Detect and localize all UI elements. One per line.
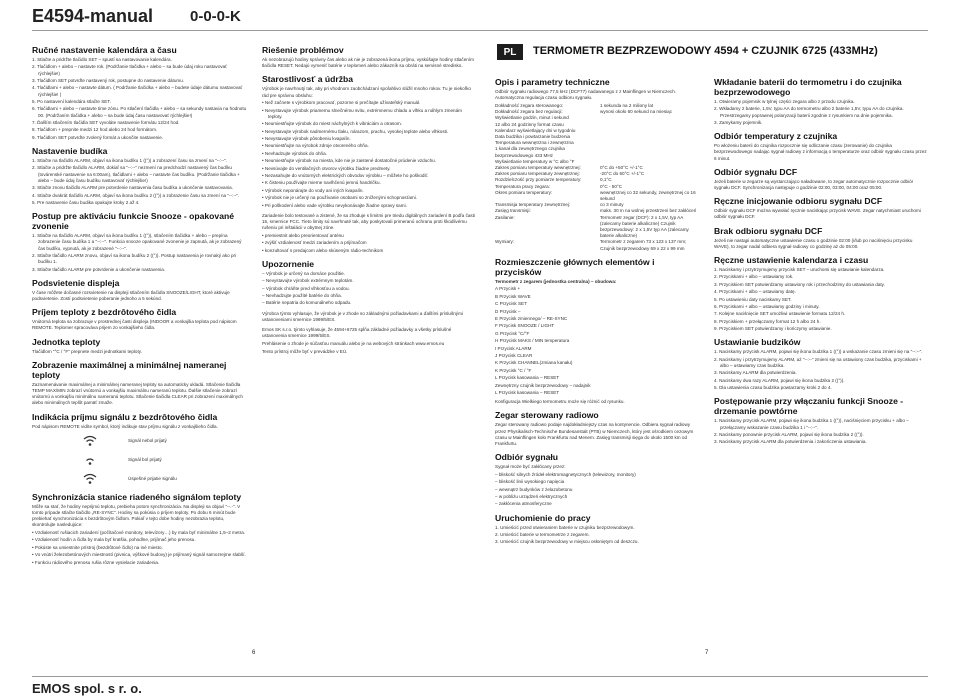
list-item: 9. Przyciskiem SET potwierdzamy i kończymy ustawianie. — [714, 326, 832, 332]
list-item: • Než začnete s výrobkom pracovať, pozorne si prečítajte užívateľský manuál. — [262, 100, 421, 106]
list-item: – Výrobok je určený na domáce použitie. — [262, 270, 345, 276]
list-item: Zewnętrzny czujnik bezprzewodowy – nadajnik — [495, 382, 591, 388]
company-text: Emos SK s.r.o. týmto vyhlasuje, že 4594+6725 spĺňa základné požiadavky a všetky príslušné ustanovenia smernice 1999/5/ES. — [262, 327, 452, 339]
page-number-right: 7 — [705, 650, 709, 656]
spec-value: co 3 minuty — [600, 202, 624, 208]
language-badge: PL — [497, 44, 523, 60]
list-item: 2. Stlačte a pridržte tlačidlo ALARM, dokiaľ sa "--:--" nezmení na predchodzí nastavený čas budíku (továrenské nastavenie na 6:00am), tlačidlami + alebo – nastavte čas budíku. (Podržanie tlačidka + alebo – bude údaj času budíku nastavovať rýchlejšie!) — [32, 165, 240, 183]
footer-rule — [32, 676, 928, 677]
last-text: Tento prístroj môže byť v prevádzke v EÚ. — [262, 348, 348, 354]
list-item: 4. Naciskamy dwa razy ALARM, pojawi się ikona budzika 2 ((°)). — [714, 377, 845, 383]
heading-start: Uruchomienie do pracy — [495, 512, 591, 523]
sync-text: Môže sa stať, že hodiny neprijmú teplotu, prebieha potom synchronizácia. Na displeji sa objaví "--.-". V tomto prípade stlačte tlačidlo „RE-SYNC". Hodiny sa pokúsia o príjem teploty. Po dobu 6 minút bude prebiehať synchronizácia s bezdrôtovým čidlom. Pokiaľ v tejto dobe hodiny nezobrazia teplotu, skontrolujte nasledujúce: — [32, 503, 241, 528]
spec-key: 12 albo 24 godzinny format czasu — [495, 121, 564, 127]
list-item: 4. Stlačte dvakrát tlačidlo ALARM, objaví sa ikona budíku 2 ((°)) a zobrazenie času sa zmení na "--:--". — [32, 192, 240, 198]
heading-rx: Odbiór temperatury z czujnika — [714, 131, 838, 142]
list-item: 8. Tlačidlom + prepnite medzi 12 hod alebo 24 hod formátom. — [32, 127, 158, 133]
spec-key: Zasilanie: — [495, 214, 515, 220]
list-item: – w pobliżu urządzeń elektrycznych — [495, 494, 568, 500]
list-item: F Przycisk SNOOZE / LIGHT — [495, 323, 555, 329]
heading-clock: Zegar sterowany radiowo — [495, 410, 599, 421]
list-item: J Przycisk CLEAR — [495, 353, 533, 358]
list-item: • Neumiestňujte výrobok na miesta, kde nie je zaistené dostatočné prúdenie vzduchu. — [262, 158, 436, 164]
spec-key: Wymiary: — [495, 239, 515, 245]
list-item: – Nevhadzujte použité batérie do ohňa. — [262, 293, 342, 299]
spec-value: 0°C - 50°C — [600, 183, 623, 189]
calendar-steps — [32, 57, 247, 141]
signal-fail-row — [82, 452, 247, 468]
list-item: E Przycisk zmiennego/ – RE-SYNC — [495, 316, 568, 322]
spec-value: -20°C do 60°C +/-1°C — [600, 171, 645, 177]
spec-key: Dokładność zegara sterowanego: — [495, 102, 564, 108]
heading-sync: Synchronizácia stanice riadeného signálom teploty — [32, 491, 242, 502]
list-item: • Nevhadzujte výrobok do ohňa. — [262, 150, 327, 156]
heading-signal: Indikácia príjmu signálu z bezdrôtového čidla — [32, 411, 218, 422]
list-item: K Przycisk CHANNEL(zmiana kanału) — [495, 360, 573, 366]
spec-row — [495, 215, 700, 240]
list-item: I Przycisk ALARM — [495, 345, 532, 351]
list-item: 1. Stlačte a pridržte tlačidlo SET – spustí sa nastavovanie kalendára. — [32, 57, 172, 62]
spec-value: maks. 30 m na wolnej przestrzeni bez zakłóceń — [600, 208, 697, 214]
list-item: 3. Stlačte tlačidlo ALARM pre potvrdenie a ukončenie nastavenia. — [32, 266, 166, 272]
header-title: E4594-manual — [32, 6, 154, 26]
heading-unit: Jednotka teploty — [32, 336, 101, 347]
list-item: 1. Stlačte na tlačidlo ALARM, objaví sa ikona budíku 1 ((°)) a zobrazení času sa zmení na "--:--". — [32, 157, 228, 163]
header-rule — [32, 30, 928, 31]
list-item: 5. Dla ustawienia czasu budzika powtarzamy kroki 2 do 4. — [714, 385, 832, 391]
list-item: 1. Naciskamy i przytrzymujemy przycisk SET – uruchomi się ustawianie kalendarza. — [714, 267, 885, 273]
list-item: 4. Przyciskami + albo – ustawiamy datę. — [714, 289, 796, 295]
list-item: • K čisteniu používajte mierne navlhčenú jemnú handričku. — [262, 180, 381, 186]
minmax-text: Zaznamenávanie maximálnej a minimálnej nameranej teploty sa automaticky ukladá. Stlačenie tlačidla TEMP MAX/MIN zobrazí vnútornú a vonkajšiu maximálnu nameranú teplotu. Ďalšie stlačenie zobrazí vnútornú a vonkajšiu minimálnu nameranú teplotu. Stlačenie tlačidla CLEAR pri zobrazení maximálnych alebo minimálnych teplôt pamäť zmaže. — [32, 381, 243, 406]
heading-calendar: Ručné nastavenie kalendára a času — [32, 45, 177, 55]
list-item: B Przycisk WAVE — [495, 293, 531, 299]
list-item: 6. Przyciskami + albo – ustawiamy godziny i minuty. — [714, 303, 820, 309]
spec-key: Zakres pomiaru temperatury zewnętrznej: — [495, 171, 580, 177]
spec-value: 1 sekunda na 2 miliony lat — [600, 102, 654, 108]
list-item: – wewnątrz budynków z żelazobetonu — [495, 486, 573, 492]
list-item: 6. Tlačidlami + alebo – nastavte time zónu. Po stlačení tlačidla + alebo – sa sekundy nastavia na hodnotu 00. (Podržaním tlačidka + alebo – sa bude údaj času nastavovať rýchlejšie!) — [32, 106, 247, 118]
list-item: D Przycisk – — [495, 308, 521, 314]
spec-key: Rozdzielczość przy pomiarze temperatury: — [495, 177, 582, 183]
heading-temp: Príjem teploty z bezdrôtového čidla — [32, 307, 177, 318]
list-item: • Pri poškodení alebo vade výrobku nevykonávajte žiadne opravy sami. — [262, 202, 407, 208]
list-item: 9. Tlačidlom SET potvrďte zvolený formát a ukončite nastavenie. — [32, 134, 164, 140]
header-code: 0-0-0-K — [190, 8, 241, 25]
heading-light: Podsvietenie displeja — [32, 277, 120, 288]
list-item: 2. Naciskamy ponownie przycisk ALARM, pojawi się ikona budzika 2 ((°)). — [714, 431, 864, 437]
spec-key: Data budzika i powtarzanie budzenia — [495, 133, 571, 139]
spec-key: Wyświetlanie godzin, minut i sekund — [495, 115, 569, 121]
column-3 — [495, 77, 700, 547]
signal-fail-icon — [82, 452, 98, 468]
spec-value: Termometr zegar (DCF): 2 x 1,5V, typ AA (zalecamy baterie alkaliczne) Czujnik bezprzewodowy: 2 x 1,5V typ AA (zalecamy baterie alkaliczne) — [600, 214, 689, 239]
signal-text: Pod nápisom REMOTE vidíte symbol, ktorý indikuje stav príjmu signálu z vonkajšieho čidla. — [32, 423, 218, 429]
insert-list — [714, 99, 929, 126]
spec-value: Termometr z zegarem 73 x 123 x 137 mm; Czujnik bezprzewodowy 69 x 22 x 99 mm — [600, 239, 687, 251]
heading-receive: Odbiór sygnału — [495, 452, 559, 463]
list-item: 5. Pre nastavenie času budika opakujte kroky 2 až 4. — [32, 199, 140, 205]
list-item: 3. Umieścić czujnik bezprzewodowy w miejscu osłoniętym od deszczu. — [495, 539, 639, 545]
spec-key: Zakres pomiaru temperatury wewnętrznej: — [495, 164, 581, 170]
list-item: • zvýšiť vzdialenosť medzi zariadením a prijímačom — [262, 240, 367, 246]
list-item: 7. Kolejne naciśnięcie SET umożliwi ustawienie formatu 12/24 h. — [714, 311, 846, 317]
list-item: – Výrobok chráňte pred vlhkosťou a vodou. — [262, 285, 350, 291]
heading-alarm: Nastavenie budíka — [32, 145, 108, 156]
heading-spec: Opis i parametry techniczne — [495, 77, 610, 87]
spec-row — [495, 239, 700, 251]
list-item: H Przycisk MAKS / MIN temperatura — [495, 338, 570, 344]
list-item: 1. Umieścić przed otwieraniem baterie w czujniku bezprzewodowym. — [495, 524, 635, 530]
spec-row — [495, 190, 700, 202]
spec-value: wewnętrznej co 32 sekundy, zewnętrznej co 16 sekund — [600, 189, 696, 201]
spec-key: Zasięg transmisji: — [495, 208, 531, 214]
list-item: A Przycisk + — [495, 286, 521, 292]
light-text: V čase môžete dočasné rozsvietenie na displeji stlačením tlačidla SNOOZE/LIGHT, ktoré aktivuje podsvietenie. Zostí podsvietenie poberanie jednoho a 5 sekúnd. — [32, 289, 230, 301]
manual-dcf-text: Odbiór sygnału DCF można wywołać ręcznie naciskając przycisk WAVE. Zegar natychmiast uruchomi odbiór sygnału DCF. — [714, 208, 921, 220]
list-item: • Nevystavujte výrobok nadmernému tlaku, nárazom, prachu, vysokej teplote alebo vlhkosti. — [262, 128, 449, 134]
spec-intro: Odbiór sygnału radiowego 77,5 kHz (DCF77) nadawanego z z Mainflingen w Niemczech. Automatyczna regulacja czasu odbioru sygnału. — [495, 89, 677, 101]
list-item: • Neumiestňujte výrobok do miest náchylných k vibráciám a otrasom. — [262, 121, 402, 127]
list-item: 2. Tlačidlom + alebo – nastavte rok. (Podržanie tlačidka + alebo – sa bude údaj roku nastavovať rýchlejšie!) — [32, 64, 227, 76]
heading-minmax: Zobrazenie maximálnej a minimálnej nameranej teploty — [32, 359, 227, 380]
spec-key: Dokładność zegara bez regulacji: — [495, 109, 563, 115]
clock-text: Zegar sterowany radiowo podaje najdokładniejszy czas na kontynencie. Odbiera sygnał radiowy przez Physikalisch-Technische Bundesanstalt (PTB) w Niemczech, który jest ośrodkiem cezowym czasu w Mainflingen koło Frankfurtu nad Menem. Zasięg transmisji sięga do około 1500 km od Frankfurtu. — [495, 422, 694, 446]
sync-list — [32, 530, 247, 566]
list-item: • premiestnit alebo preorientovať anténu — [262, 232, 344, 238]
column-1 — [32, 45, 247, 567]
heading-alarm-pl: Ustawianie budzików — [714, 337, 801, 348]
list-item: 3. Przyciskiem SET potwierdzamy ustawiony rok i przechodzimy do ustawiania daty. — [714, 281, 885, 287]
list-item: • Nevystavujte výrobok pôsobeniu kvapalín. — [262, 136, 351, 142]
signal-search-icon — [82, 433, 98, 449]
heading-warning: Upozornenie — [262, 258, 315, 269]
list-item: K Przycisk °C / °F — [495, 367, 532, 373]
list-item: 3. Naciskamy ALARM dla potwierdzenia. — [714, 370, 797, 376]
list-item: • Nevsúvajte do ventilačných otvorov výrobku žiadne predmety. — [262, 165, 391, 171]
list-item: 3. Tlačidlom SET potvrďte nastavený rok, postupne do nastavenie dátumu. — [32, 77, 185, 83]
care-list — [262, 100, 477, 208]
dcf-text: Jeżeli baterie w zegarze są wystarczająco naładowane, to zegar automatycznie rozpocznie odbiór sygnału DCF. Synchronizacja następuje o godzinie 02:00, 03:00, 04:00 oraz 05:00. — [714, 178, 914, 190]
list-item: – bliskość silnych źródeł elektromagnetycznych (telewizory, monitory) — [495, 471, 636, 477]
alarm-pl-list — [714, 349, 929, 391]
spec-key: Transmisja temperatury zewnętrznej: — [495, 202, 571, 208]
no-dcf-text: Jeżeli nie nastąpi automatyczne ustawienie czasu o godzinie 02:00 (i/lub po naciśnięciu przycisku WAVE), to zegar nadal odbiera sygnał radiowy co godzinę aż do 05:00. — [714, 237, 913, 249]
unit-text: Tlačidlom "°C / °F" prepnete medzi jednotkami teploty. — [32, 348, 142, 354]
column-2 — [262, 45, 477, 356]
snooze-steps — [32, 233, 247, 273]
list-item: 8. Przyciskiem + przełączamy format 12 h albo 24 h. — [714, 318, 821, 324]
list-item: • Pokúste sa umiestnite prístroj (bezdrôtové čidlo) na iné miesto. — [32, 544, 163, 550]
signal-ok-row — [82, 471, 247, 487]
spec-key: Kalendarz wyświetlający dni w tygodniu — [495, 127, 576, 133]
heading-problems: Riešenie problémov — [262, 45, 344, 55]
parts-list — [495, 286, 700, 396]
list-item: • Vzdialenosť hodín a čidla by mala byť kratšia, pohodlne, prijímač jeho prenosu. — [32, 537, 196, 543]
list-item: 3. Stlačte znovu tlačidlo ALARM pre potvrdenie nastavenia času budíka a ukončenie nastavovania. — [32, 185, 233, 191]
signal-ok-label: Úspešné prijatie signálu — [128, 475, 177, 481]
heading-manual-dcf: Ręczne inicjowanie odbioru sygnału DCF — [714, 196, 883, 207]
spec-key: Temperatura wewnętrzna i zewnętrzna — [495, 140, 574, 146]
care-text: Výrobok je navrhnutý tak, aby pri vhodnom zaobchádzaní spoľahlivo slúžil mnoho rokov. Tu je niekoľko rád pre správnu obsluhu: — [262, 86, 471, 98]
list-item: • Vzdialenosť rušiacich zariadení (počítačové monitory, televízory…) by mala byť minimálne 1,5–2 metra. — [32, 530, 246, 536]
signal-fail-label: Signál bol prijatý — [128, 456, 162, 462]
list-item: – zakłócenia atmosferyczne — [495, 501, 552, 507]
heading-parts: Rozmieszczenie głównych elementów i przycisków — [495, 256, 655, 277]
list-item: 5. Po ustawieniu daty naciskamy SET. — [714, 296, 792, 302]
list-item: 1. Stlačte na tlačidlo ALARM, objaví sa ikona budíku 1 ((°)), stlačením tlačidka + alebo – prepína zobrazenie času budíka 1 a "--:--". Funkcia snooze opakované zvonenie je zapnutá, ak je zobrazený čas budíku, vypnutá, ak je zobrazené "--:--". — [32, 233, 242, 251]
config-text: Konfiguracja Wielkiego termometru może się różnić od rysunku. — [495, 399, 625, 405]
heading-care: Starostlivosť a údržba — [262, 74, 354, 85]
list-item: • Výrobok neponárajte do vody ani iných kvapalín. — [262, 187, 364, 193]
list-item: 4. Tlačidlami + alebo – nastavte dátum. ( Podržanie tlačidka + alebo – budete údaje dátumu nastavovať rýchlejšie! ) — [32, 85, 243, 97]
spec-value: 0,1°C — [600, 177, 612, 183]
list-item: 2. Umieścić baterie w termometrze z zegarem. — [495, 532, 590, 538]
receive-list — [495, 472, 700, 508]
problems-text: Ak nezobrazujú hodiny správny čas alebo ak nie je zobrazená ikona príjmu, vyskúšajte hodiny stlačením tlačidla RESET. Nedajú vymeniť batérie v teplomeri alebo zákazník sa obráti na servisné stredisko. — [262, 57, 474, 69]
list-item: 2. Naciskamy i przytrzymujemy ALARM, aż "--:--" zmieni się na ustawiony czas budzika, przyciskami + albo – ustawiamy czas budzika. — [714, 356, 922, 368]
calendar-pl-list — [714, 267, 929, 332]
list-item: – Batérie nepatria do komunálneho odpadu. — [262, 300, 352, 306]
spec-key: Okres pomiaru temperatury: — [495, 189, 553, 195]
heading-snooze: Postup pre aktiváciu funkcie Snooze - opakované zvonenie — [32, 211, 235, 232]
list-item: 3. Naciskamy przycisk ALARM dla potwierdzenia i zakończenia ustawiania. — [714, 439, 867, 445]
list-item: G Przycisk °C/°F — [495, 330, 530, 336]
spec-row — [495, 146, 700, 158]
list-item: • Výrobok nie je určený na používanie osobami so zníženými schopnosťami. — [262, 195, 418, 201]
list-item: • Funkciu rádiového prenosu rušia rôzne vysielacie zariadenia. — [32, 559, 160, 565]
list-item: 5. Po nastavení kalendára stlačte SET. — [32, 98, 111, 104]
list-item: • Vo vnútri železobetónových miestností (pivnica, výškové budovy) je prijímaný signál samozrejme slabší. — [32, 552, 246, 558]
list-item: • Nevystavujte výrobok priamemu slnečnému svitu, extrémnemu chladu a vlhku a náhlym zmenám teploty. — [262, 107, 462, 119]
start-list — [495, 525, 700, 546]
list-item: – bliskość linii wysokiego napięcia — [495, 479, 565, 485]
list-item: • Nezasahujte do vnútorných elektrických obvodov výrobku – môžete ho poškodiť. — [262, 173, 429, 179]
alarm-steps — [32, 158, 247, 206]
footer-company: EMOS spol. s r. o. — [32, 681, 142, 696]
web-text: Prehlásenie o zhode je súčasťou manuálu alebo je na webových stránkach www.emos.eu — [262, 340, 445, 346]
warning-list — [262, 271, 477, 307]
list-item: • Neumiestňujte na výrobok zdroje otvoreného ohňa. — [262, 143, 369, 149]
list-item: 2. Stlačte tlačidlo ALARM znovu, objaví sa ikona budíku 2 ((°)). Postup nastavenia je rovnaký ako pri budíku 1. — [32, 252, 237, 265]
rx-text: Po włożeniu baterii do czujnika rozpocznie się odliczanie czasu (zerowanie) do czujnika bezprzewodowego nadając sygnał radiowy z informacją o temperaturze oraz odbiór sygnału czasu przez 6 minut. — [714, 143, 927, 161]
parts-heading: Termometr z zegarem (jednostka centralna) – obudowa: — [495, 278, 617, 284]
list-item: 2. Przyciskami + albo – ustawiamy rok. — [714, 274, 794, 280]
list-item: 2. Wkładamy 2 baterie, 1,5V, typu AA do termometru albo 2 baterie 1,5V, typu AA do czujnika. Przestrzegamy poprawnej polaryzacji baterii zgodnie z rysunkiem na dnie pojemnika. — [714, 106, 904, 118]
list-item: L Przycisk kasowania – RESET — [495, 389, 560, 395]
signal-search-label: Signál nebol prijatý — [128, 437, 167, 443]
list-item: 3. Zamykamy pojemnik. — [714, 119, 763, 125]
list-item: 1. Otwieramy pojemnik w tylnej części zegara albo z przodu czujnika. — [714, 99, 855, 104]
regulation-text: Výrobca týmto vyhlasuje, že výrobok je v zhode so základnými požiadavkami a ďalšími príslušnými ustanoveniami smernice 1999/5/ES. — [262, 310, 463, 322]
list-item: 7. Ďalším stlačením tlačidla SET vyvoláte nastavenie formátu 12/24 hod. — [32, 119, 180, 125]
spec-value — [600, 146, 700, 158]
heading-calendar-pl: Ręczne ustawienie kalendarza i czasu — [714, 255, 869, 266]
remarks-list — [262, 233, 477, 254]
spec-key: Temperatura pracy zegara: — [495, 183, 550, 189]
page-number-left: 6 — [252, 650, 256, 656]
list-item: 1. Naciskamy przycisk ALARM, pojawi się ikona budzika 1 ((°)) a wskazanie czasu zmieni się na "--:--". — [714, 349, 923, 355]
temp-text: Vnútorná teplota sa zobrazuje v prostrednej časti displeja (INDOOR a vonkajšia teplota pod nápisom REMOTE. Teplomer spracováva prijem zo vonkajšieho čidla. — [32, 319, 237, 331]
spec-key: 1 kanał dla zewnętrznego czujnika bezprzewodowego 433 MHz — [495, 146, 565, 158]
pl-title: TERMOMETR BEZPRZEWODOWY 4594 + CZUJNIK 6725 (433MHz) — [533, 45, 878, 57]
column-4 — [714, 77, 929, 447]
snooze-pl-list — [714, 418, 929, 445]
heading-dcf: Odbiór sygnału DCF — [714, 166, 798, 177]
list-item: 1. Naciskamy przycisk ALARM, pojawi się ikona budzika 1 ((°)), naciśnięciem przycisku + albo – przełączamy wskazanie czasu budzika 1 i "--:--". — [714, 418, 909, 430]
list-item: C Przycisk SET — [495, 301, 527, 307]
spec-value: 0°C do +50°C +/-1°C — [600, 164, 643, 170]
disposal-text: Zariadenie bolo testované a zistené, že sa zhoduje s limitmi pre triedu digitálnych zariadení B podľa časti 15, smernice FCC. Tieto limity sú navrhnuté tak, aby poskytovali primeranú ochranu proti škodlivému rušeniu pri inštalácii v obytnej zóne. — [262, 212, 476, 231]
receive-text: Sygnał może być zakłócany przez: — [495, 464, 566, 470]
heading-no-dcf: Brak odbioru sygnału DCF — [714, 225, 823, 236]
list-item: – Nevystavujte výrobok extrémnym teplotám. — [262, 278, 354, 284]
heading-insert: Wkładanie baterii do termometru i do czujnika bezprzewodowego — [714, 77, 902, 97]
spec-table — [495, 103, 700, 252]
signal-search-row — [82, 433, 247, 449]
spec-key: Wyświetlanie temperatury w °C albo °F — [495, 158, 575, 164]
list-item: • konzultovať s predajcom alebo skúseným rádio-technikom — [262, 247, 384, 253]
spec-value: wynosi około 60 sekund na miesiąc — [600, 109, 673, 115]
list-item: L Przycisk kasowania – RESET — [495, 375, 560, 381]
heading-snooze-pl: Postępowanie przy włączaniu funkcji Snooze - drzemanie powtórne — [714, 396, 904, 417]
signal-ok-icon — [82, 471, 98, 487]
